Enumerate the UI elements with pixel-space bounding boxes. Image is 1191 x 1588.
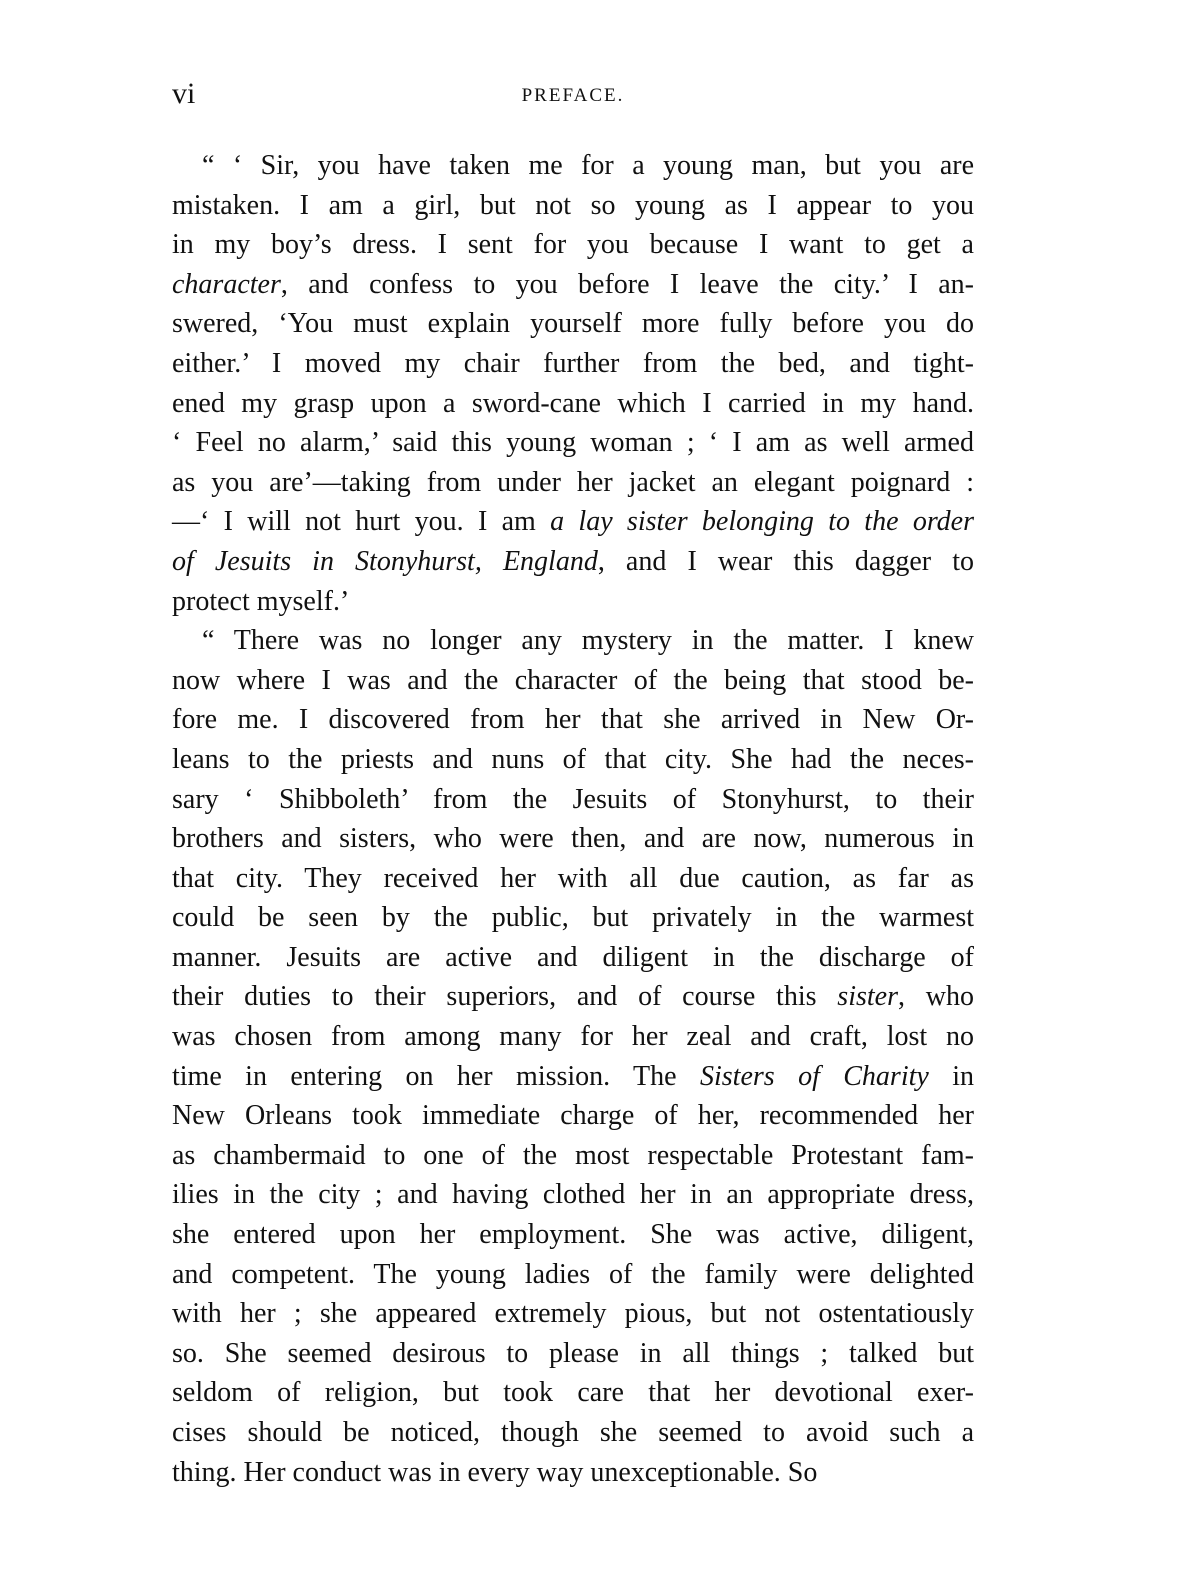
text-line: mistaken. I am a girl, but not so young as I appear to you [172, 189, 974, 221]
text-line: brothers and sisters, who were then, and are now, numerous in [172, 823, 974, 855]
text-line: ‘ Feel no alarm,’ said this young woman ; ‘ I am as well armed [172, 427, 974, 459]
text-line: ilies in the city ; and having clothed her in an appropriate dress, [172, 1179, 974, 1211]
italic-phrase: character [172, 268, 281, 300]
running-title: PREFACE. [521, 85, 625, 106]
italic-phrase: sister [837, 981, 898, 1013]
text-line: either.’ I moved my chair further from the bed, and tight- [172, 347, 974, 379]
text-line: now where I was and the character of the being that stood be- [172, 664, 974, 696]
text-line: of Jesuits in Stonyhurst, England, and I wear this dagger to [172, 545, 974, 577]
text-line: swered, ‘You must explain yourself more fully before you do [172, 308, 974, 340]
text-line: “ There was no longer any mystery in the matter. I knew [202, 625, 974, 657]
page-header [172, 76, 974, 112]
text-line: New Orleans took immediate charge of her, recommended her [172, 1100, 974, 1132]
text-line: manner. Jesuits are active and diligent in the discharge of [172, 941, 974, 973]
text-line: cises should be noticed, though she seemed to avoid such a [172, 1417, 974, 1448]
text-line: sary ‘ Shibboleth’ from the Jesuits of Stonyhurst, to their [172, 783, 974, 815]
body-text [172, 146, 974, 1492]
text-line: character, and confess to you before I leave the city.’ I an- [172, 268, 974, 300]
text-line: she entered upon her employment. She was active, diligent, [172, 1219, 974, 1251]
text-line: time in entering on her mission. The Sisters of Charity in [172, 1060, 975, 1092]
text-line: their duties to their superiors, and of course this sister, who [172, 981, 974, 1013]
text-line: in my boy’s dress. I sent for you because I want to get a [172, 229, 974, 261]
text-line: ened my grasp upon a sword-cane which I carried in my hand. [172, 387, 974, 419]
text-line: as chambermaid to one of the most respectable Protestant fam- [172, 1139, 974, 1171]
text-line: “ ‘ Sir, you have taken me for a young man, but you are [202, 150, 974, 181]
text-line: fore me. I discovered from her that she arrived in New Or- [172, 704, 974, 736]
text-line: and competent. The young ladies of the family were delighted [172, 1258, 974, 1290]
text-line: seldom of religion, but took care that her devotional exer- [172, 1377, 974, 1409]
text-line: as you are’—taking from under her jacket an elegant poignard : [172, 466, 974, 498]
italic-phrase: a lay sister belonging to the order [550, 506, 975, 538]
text-line: protect myself.’ [172, 585, 350, 617]
page-number: vi [172, 77, 196, 110]
text-line: could be seen by the public, but privately in the warmest [172, 902, 974, 934]
italic-phrase: of Jesuits in Stonyhurst, England [172, 545, 598, 577]
text-line: was chosen from among many for her zeal and craft, lost no [172, 1021, 974, 1053]
text-line: leans to the priests and nuns of that city. She had the neces- [172, 743, 974, 775]
italic-phrase: Sisters of Charity [700, 1060, 929, 1092]
text-line: with her ; she appeared extremely pious, but not ostentatiously [172, 1298, 974, 1330]
text-line: so. She seemed desirous to please in all things ; talked but [172, 1337, 974, 1369]
text-line: thing. Her conduct was in every way unexceptionable. So [172, 1456, 818, 1488]
text-line: —‘ I will not hurt you. I am a lay sister belonging to the order [172, 506, 975, 538]
text-line: that city. They received her with all due caution, as far as [172, 862, 974, 894]
